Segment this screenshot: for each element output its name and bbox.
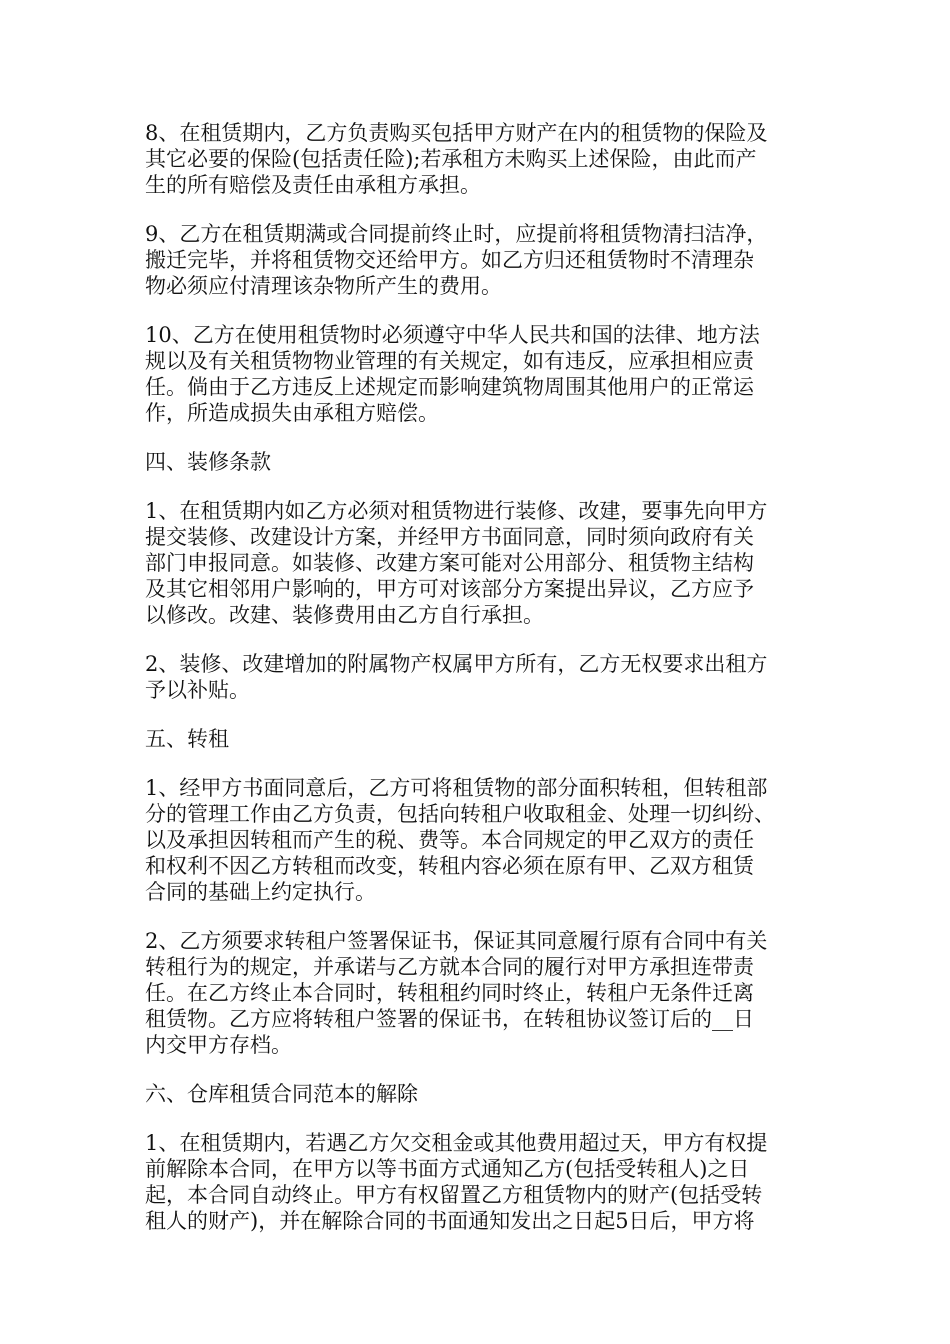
clause-9: 9、乙方在租赁期满或合同提前终止时，应提前将租赁物清扫洁净， 搬迁完毕，并将租赁物交还给甲方。如乙方归还租赁物时不清理杂 物必须应付清理该杂物所产生的费用。 [145,222,768,298]
document-page [145,120,815,1257]
termination-clause-1: 1、在租赁期内，若遇乙方欠交租金或其他费用超过天，甲方有权提 前解除本合同，在甲方以等书面方式通知乙方(包括受转租人)之日 起，本合同自动终止。甲方有权留置乙方租赁物内的财产(包括受转 租人的财产)，并在解除合同的书面通知发出之日起5日后，甲方将 [145,1131,768,1233]
section-heading-sublease: 五、转租 [145,727,229,751]
decoration-clause-1: 1、在租赁期内如乙方必须对租赁物进行装修、改建，要事先向甲方 提交装修、改建设计方案，并经甲方书面同意，同时须向政府有关 部门申报同意。如装修、改建方案可能对公用部分、租赁物主结构 及其它相邻用户影响的，甲方可对该部分方案提出异议，乙方应予 以修改。改建、装修费用由乙方自行承担。 [145,499,768,627]
sublease-clause-2: 2、乙方须要求转租户签署保证书，保证其同意履行原有合同中有关 转租行为的规定，并承诺与乙方就本合同的履行对甲方承担连带责 任。在乙方终止本合同时，转租租约同时终止，转租户无条件迁离 租赁物。乙方应将转租户签署的保证书，在转租协议签订后的__日 内交甲方存档。 [145,929,768,1057]
clause-8: 8、在租赁期内，乙方负责购买包括甲方财产在内的租赁物的保险及 其它必要的保险(包括责任险);若承租方未购买上述保险，由此而产 生的所有赔偿及责任由承租方承担。 [145,121,768,197]
section-heading-termination: 六、仓库租赁合同范本的解除 [145,1082,418,1106]
decoration-clause-2: 2、装修、改建增加的附属物产权属甲方所有，乙方无权要求出租方 予以补贴。 [145,652,768,702]
clause-10: 10、乙方在使用租赁物时必须遵守中华人民共和国的法律、地方法 规以及有关租赁物物业管理的有关规定，如有违反，应承担相应责 任。倘由于乙方违反上述规定而影响建筑物周围其他用户的正常运 作，所造成损失由承租方赔偿。 [145,323,760,425]
section-heading-decoration: 四、装修条款 [145,450,271,474]
sublease-clause-1: 1、经甲方书面同意后，乙方可将租赁物的部分面积转租，但转租部 分的管理工作由乙方负责，包括向转租户收取租金、处理一切纠纷、 以及承担因转租而产生的税、费等。本合同规定的甲乙双方的责任 和权利不因乙方转租而改变，转租内容必须在原有甲、乙双方租赁 合同的基础上约定执行。 [145,776,775,904]
